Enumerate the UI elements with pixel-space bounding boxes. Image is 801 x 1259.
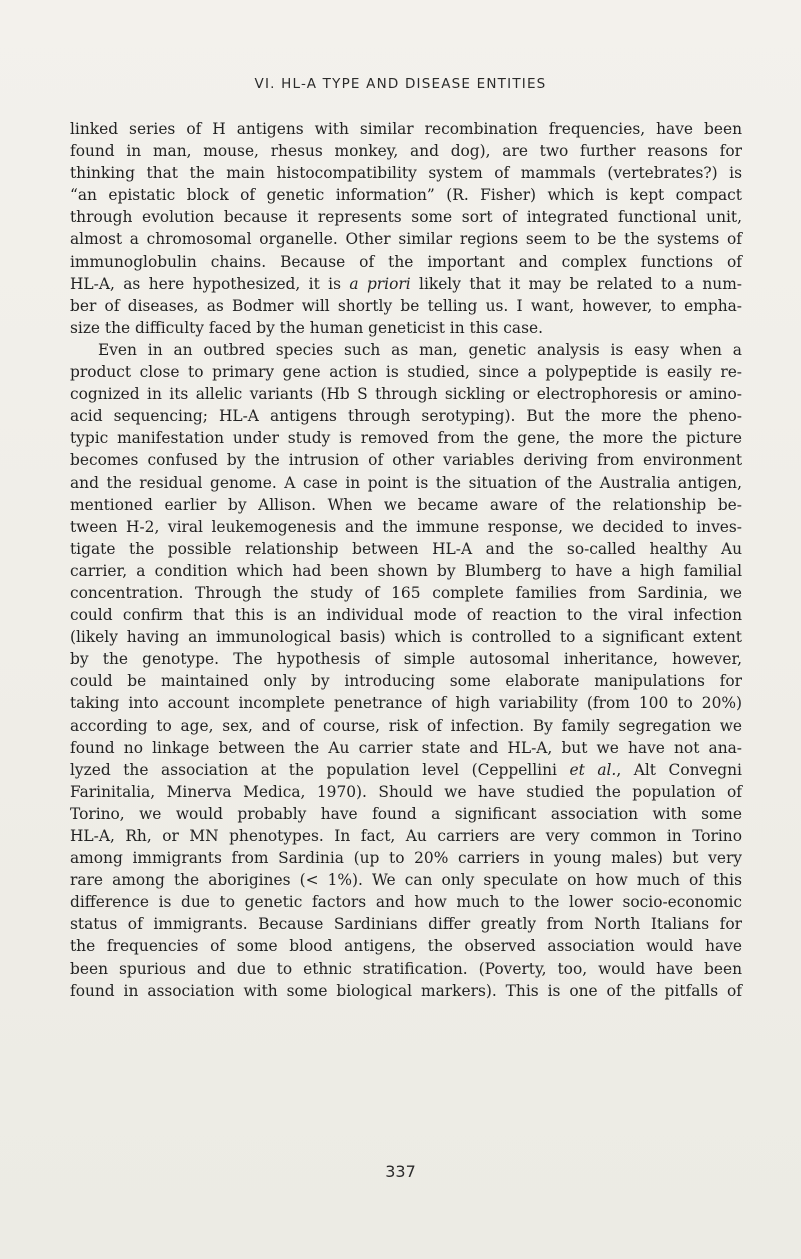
text-line: taking into account incomplete penetrance of high variability (from 100 to 20%): [70, 694, 742, 713]
text-line: HL-A, Rh, or MN phenotypes. In fact, Au carriers are very common in Torino: [70, 827, 742, 845]
text-line: carrier, a condition which had been shown by Blumberg to have a high familial: [70, 561, 742, 580]
text-line: found in association with some biological markers). This is one of the pitfalls of: [70, 981, 742, 1000]
paragraph: [70, 118, 742, 339]
text-line: acid sequencing; HL-A antigens through serotyping). But the more the pheno-: [70, 407, 742, 426]
text-line: the frequencies of some blood antigens, the observed association would have: [70, 937, 742, 956]
text-line: found no linkage between the Au carrier state and HL-A, but we have not ana-: [70, 738, 742, 757]
paragraph-container: [70, 118, 742, 1002]
text-line: cognized in its allelic variants (Hb S through sickling or electrophoresis or amino-: [70, 385, 742, 404]
text-line: Farinitalia, Minerva Medica, 1970). Should we have studied the population of: [70, 782, 742, 801]
running-head: VI. HL-A TYPE AND DISEASE ENTITIES: [254, 76, 547, 92]
text-line: concentration. Through the study of 165 complete families from Sardinia, we: [70, 583, 742, 602]
text-line: product close to primary gene action is studied, since a polypeptide is easily re-: [70, 363, 742, 382]
text-line: ber of diseases, as Bodmer will shortly be telling us. I want, however, to empha-: [70, 296, 742, 315]
text-line: HL-A, as here hypothesized, it is a priori likely that it may be related to a num-: [70, 274, 742, 293]
text-line: mentioned earlier by Allison. When we became aware of the relationship be-: [70, 495, 742, 514]
text-line: been spurious and due to ethnic stratification. (Poverty, too, would have been: [70, 959, 742, 978]
text-line: by the genotype. The hypothesis of simple autosomal inheritance, however,: [70, 650, 742, 669]
text-line: (likely having an immunological basis) which is controlled to a significant extent: [70, 628, 742, 647]
text-line: status of immigrants. Because Sardinians differ greatly from North Italians for: [70, 915, 742, 934]
text-line: tigate the possible relationship between HL-A and the so-called healthy Au: [70, 539, 742, 558]
text-line: typic manifestation under study is removed from the gene, the more the picture: [70, 429, 742, 448]
text-line: lyzed the association at the population level (Ceppellini et al., Alt Convegni: [70, 760, 742, 779]
page-number: 337: [385, 1162, 416, 1181]
italic-phrase: et al.: [569, 760, 617, 779]
text-line: according to age, sex, and of course, risk of infection. By family segregation we: [70, 716, 742, 735]
text-line: through evolution because it represents some sort of integrated functional unit,: [70, 208, 742, 227]
text-line: found in man, mouse, rhesus monkey, and dog), are two further reasons for: [70, 142, 742, 161]
text-line: among immigrants from Sardinia (up to 20% carriers in young males) but very: [70, 849, 742, 868]
text-line: becomes confused by the intrusion of other variables deriving from environment: [70, 451, 742, 470]
text-line: tween H-2, viral leukemogenesis and the immune response, we decided to inves-: [70, 517, 742, 536]
body-text: [70, 118, 742, 1002]
italic-phrase: a priori: [349, 274, 411, 293]
paragraph: [70, 339, 742, 1002]
text-line: rare among the aborigines (< 1%). We can only speculate on how much of this: [70, 871, 742, 890]
text-line: “an epistatic block of genetic information” (R. Fisher) which is kept compact: [70, 186, 742, 205]
text-line: difference is due to genetic factors and how much to the lower socio-economic: [70, 893, 742, 912]
text-line: thinking that the main histocompatibility system of mammals (vertebrates?) is: [70, 164, 742, 183]
text-line: size the difficulty faced by the human geneticist in this case.: [70, 318, 543, 337]
text-line: immunoglobulin chains. Because of the important and complex functions of: [70, 252, 742, 271]
text-line: could be maintained only by introducing some elaborate manipulations for: [70, 672, 742, 691]
text-line: linked series of H antigens with similar recombination frequencies, have been: [70, 120, 742, 138]
text-line: and the residual genome. A case in point is the situation of the Australia antigen,: [70, 473, 742, 492]
text-line: almost a chromosomal organelle. Other similar regions seem to be the systems of: [70, 230, 742, 249]
text-line: Even in an outbred species such as man, genetic analysis is easy when a: [98, 340, 742, 359]
text-line: could confirm that this is an individual mode of reaction to the viral infection: [70, 606, 742, 625]
text-line: Torino, we would probably have found a significant association with some: [70, 804, 742, 823]
